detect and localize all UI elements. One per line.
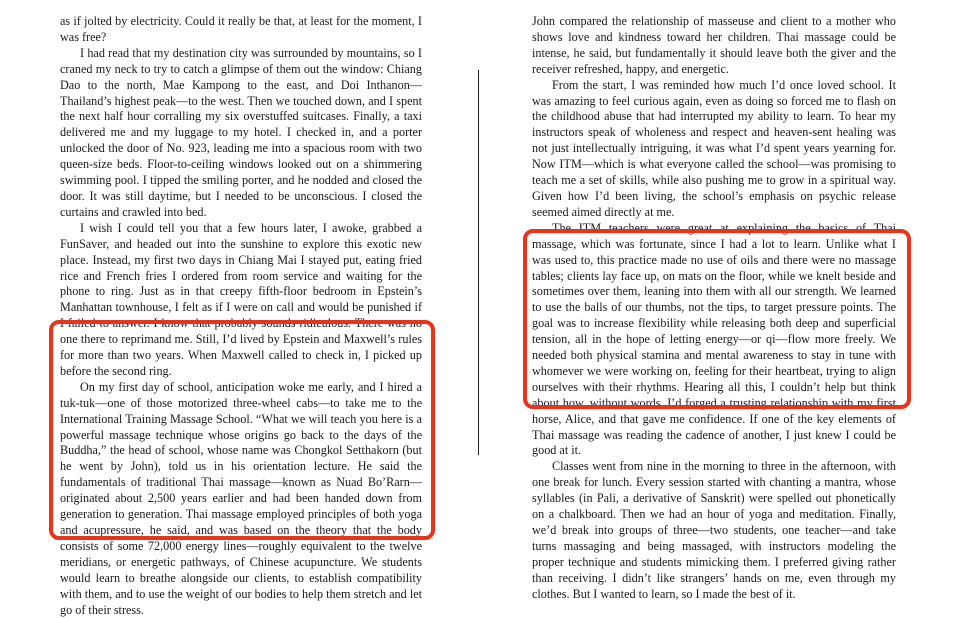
left-paragraph-2: I had read that my destination city was surrounded by mountains, so I craned my neck to try to catch a glimpse of them out the window: Chiang Dao to the north, Mae Kampong to the east, and Doi Inthanon—Thailand’s highest peak—to the west. Then we touched down, and I spent the next half hour corralling my six overstuffed suitcases. Finally, a taxi delivered me and my luggage to my hotel. I checked in, and a porter unlocked the door of No. 923, leading me into a spacious room with two queen-size beds. Floor-to-ceiling windows looked out on a shimmering swimming pool. I tipped the smiling porter, and he nodded and closed the door. It was still daytime, but I needed to be unconscious. I closed the curtains and crawled into bed. <box>60 45 422 219</box>
right-page-text <box>532 14 896 603</box>
left-paragraph-3: I wish I could tell you that a few hours later, I awoke, grabbed a FunSaver, and headed out into the sunshine to explore this exotic new place. Instead, my first two days in Chiang Mai I stayed put, eating fried rice and French fries I ordered from room service and waiting for the phone to ring. Just as in that creepy fifth-floor bedroom in Epstein’s Manhattan townhouse, I felt as if I were on call and would be punished if I failed to answer. I know that probably sounds ridiculous. There was no one there to reprimand me. Still, I’d lived by Epstein and Maxwell’s rules for more than two years. When Maxwell called to check in, I picked up before the second ring. <box>60 220 422 378</box>
right-paragraph-4: Classes went from nine in the morning to three in the afternoon, with one break for lunch. Every session started with chanting a mantra, whose syllables (in Pali, a derivative of Sanskrit) were spelled out phonetically on a chalkboard. Then we had an hour of yoga and meditation. Finally, we’d break into groups of three—two students, one teacher—and take turns massaging and being massaged, with instructors modeling the proper technique and students mimicking them. I preferred giving rather than receiving. I didn’t like strangers’ hands on me, even through my clothes. But I wanted to learn, so I made the best of it. <box>532 459 896 601</box>
left-page-text <box>60 14 422 618</box>
right-paragraph-2: From the start, I was reminded how much I’d once loved school. It was amazing to feel curious again, even as doing so forced me to flash on the childhood abuse that had interrupted my ability to learn. To hear my instructors speak of wholeness and respect and heaven-sent healing was not just intellectually intriguing, it was what I’d spent years yearning for. Now ITM—which is what everyone called the school—was promising to teach me a set of skills, while also pushing me to grow in a spiritual way. Given how I’d been living, the school’s emphasis on psychic release seemed aimed directly at me. <box>532 77 896 219</box>
left-paragraph-4-highlighted: On my first day of school, anticipation woke me early, and I hired a tuk-tuk—one of those motorized three-wheel cabs—to take me to the International Training Massage School. “What we will teach you here is a powerful massage technique whose origins go back to the days of the Buddha,” the head of school, whose name was Chongkol Setthakorn (but he went by John), told us in his orientation lecture. He said the fundamentals of traditional Thai massage—known as Nuad Bo’Rarn—originated about 2,500 years earlier and had been handed down from generation to generation. Thai massage employed principles of both yoga and acupressure, he said, and was based on the theory that the body consists of some 72,000 energy lines—roughly equivalent to the twelve meridians, or energetic pathways, of Chinese acupuncture. We students would learn to breathe alongside our clients, to establish compatibility with them, and to use the weight of our bodies to help them stretch and let go of their stress. <box>60 379 422 617</box>
right-paragraph-3-highlighted: The ITM teachers were great at explaining the basics of Thai massage, which was fortunate, since I had a lot to learn. Unlike what I was used to, this practice made no use of oils and there were no massage tables; clients lay face up, on mats on the floor, while we knelt beside and sometimes over them, leaning into them with all our strength. We learned to use the balls of our thumbs, not the tips, to target pressure points. The goal was to increase flexibility while releasing both deep and superficial tension, all in the hope of letting energy—or qi—flow more freely. We needed both physical stamina and mental awareness to stay in tune with whomever we were working on, feeling for their heartbeat, trying to align ourselves with their rhythms. Hearing all this, I couldn’t help but think about how, without words, I’d forged a trusting relationship with my first horse, Alice, and that gave me confidence. If one of the key elements of Thai massage was reading the cadence of another, I just knew I could be good at it. <box>532 220 896 458</box>
page-divider <box>478 70 479 455</box>
left-paragraph-1: as if jolted by electricity. Could it really be that, at least for the moment, I was free? <box>60 14 422 44</box>
right-paragraph-1: John compared the relationship of masseuse and client to a mother who shows love and kindness toward her children. Thai massage could be intense, he said, but fundamentally it should leave both the giver and the receiver refreshed, happy, and energetic. <box>532 14 896 76</box>
